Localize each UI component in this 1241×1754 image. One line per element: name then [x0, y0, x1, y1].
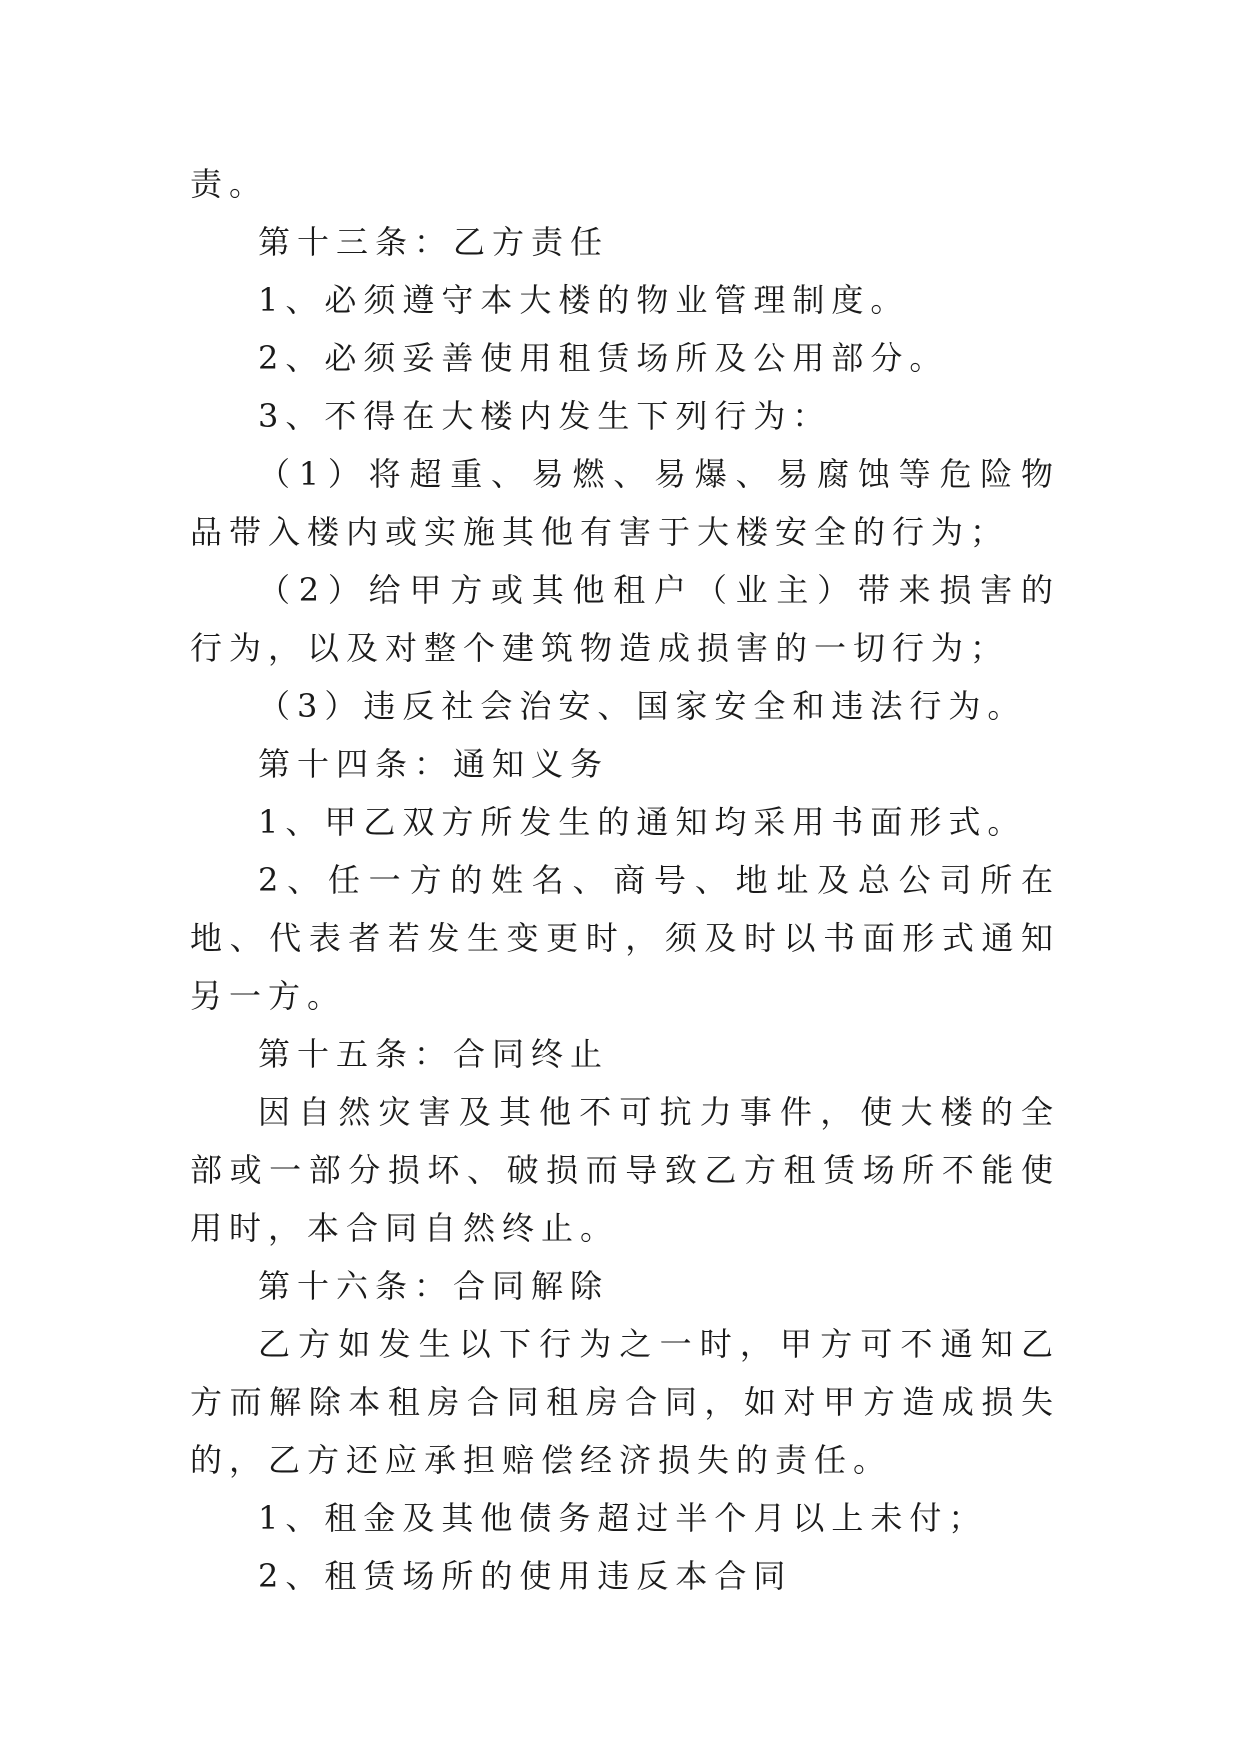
article-14-item-2: 2、任一方的姓名、商号、地址及总公司所在地、代表者若发生变更时，须及时以书面形式通知另一方。	[190, 861, 1060, 1015]
article-13-item-3-sub-3: （3）违反社会治安、国家安全和违法行为。	[258, 687, 1027, 725]
article-15-heading: 第十五条：合同终止	[258, 1035, 610, 1073]
paragraph-continuation: 责。	[190, 165, 269, 203]
article-13-item-3-sub-2: （2）给甲方或其他租户（业主）带来损害的行为，以及对整个建筑物造成损害的一切行为；	[190, 571, 1060, 667]
article-15-body: 因自然灾害及其他不可抗力事件，使大楼的全部或一部分损坏、破损而导致乙方租赁场所不能使用时，本合同自然终止。	[190, 1093, 1060, 1247]
article-16-item-1: 1、租金及其他债务超过半个月以上未付；	[258, 1499, 988, 1537]
article-14-item-1: 1、甲乙双方所发生的通知均采用书面形式。	[258, 803, 1027, 841]
article-13-item-2: 2、必须妥善使用租赁场所及公用部分。	[258, 339, 949, 377]
article-13-heading: 第十三条：乙方责任	[258, 223, 610, 261]
article-13-item-1: 1、必须遵守本大楼的物业管理制度。	[258, 281, 910, 319]
article-13-item-3: 3、不得在大楼内发生下列行为：	[258, 397, 832, 435]
article-16-item-2: 2、租赁场所的使用违反本合同	[258, 1557, 793, 1595]
article-16-body: 乙方如发生以下行为之一时，甲方可不通知乙方而解除本租房合同租房合同，如对甲方造成损失的，乙方还应承担赔偿经济损失的责任。	[190, 1325, 1060, 1479]
article-14-heading: 第十四条：通知义务	[258, 745, 610, 783]
article-13-item-3-sub-1: （1）将超重、易燃、易爆、易腐蚀等危险物品带入楼内或实施其他有害于大楼安全的行为；	[190, 455, 1060, 551]
document-body	[190, 155, 1060, 1605]
article-16-heading: 第十六条：合同解除	[258, 1267, 610, 1305]
